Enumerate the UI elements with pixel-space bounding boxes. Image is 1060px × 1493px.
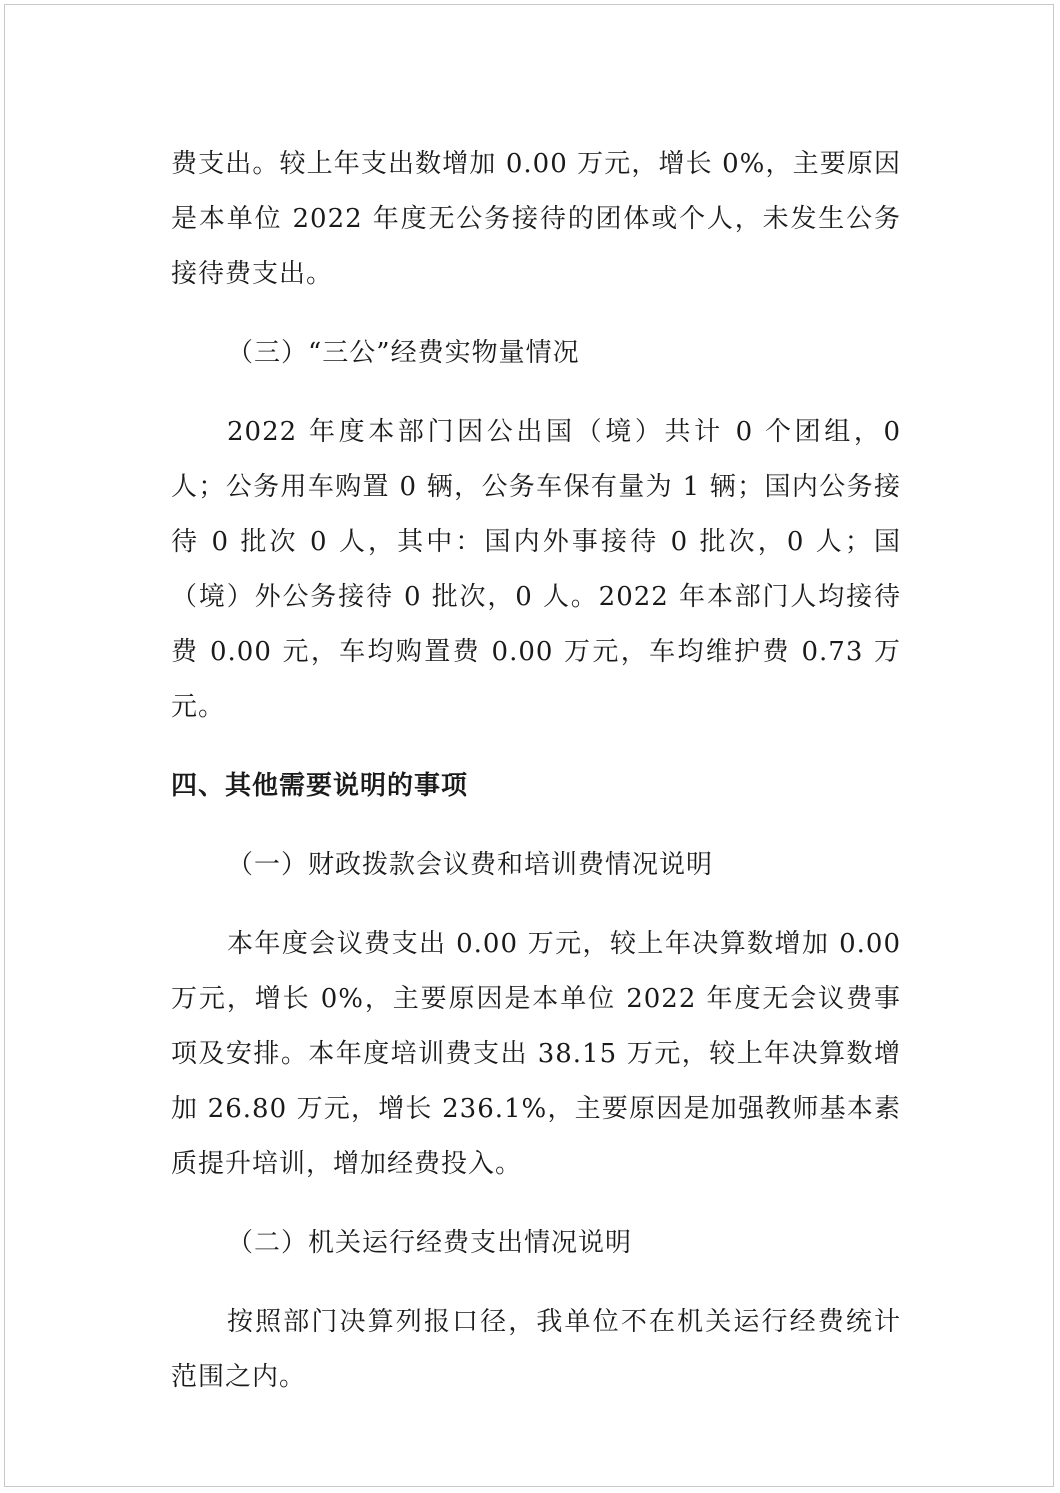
paragraph-operating-expense: 按照部门决算列报口径，我单位不在机关运行经费统计范围之内。: [171, 1307, 901, 1392]
page-frame: [4, 4, 1054, 1487]
section-heading-other-matters: 四、其他需要说明的事项: [171, 771, 469, 801]
subheading-three-public-physical: （三）“三公”经费实物量情况: [227, 338, 580, 368]
subheading-operating-expense: （二）机关运行经费支出情况说明: [227, 1228, 633, 1258]
paragraph-meeting-training: 本年度会议费支出 0.00 万元，较上年决算数增加 0.00 万元，增长 0%，主要原因是本单位 2022 年度无会议费事项及安排。本年度培训费支出 38.15 万元，较上年决算数增加 26.80 万元，增长 236.1%，主要原因是加强教师基本素质提升培训，增加经费投入。: [171, 929, 901, 1179]
document-body: [171, 137, 901, 1405]
paragraph-reception-expense: 费支出。较上年支出数增加 0.00 万元，增长 0%，主要原因是本单位 2022 年度无公务接待的团体或个人，未发生公务接待费支出。: [171, 149, 901, 289]
paragraph-physical-quantity: 2022 年度本部门因公出国（境）共计 0 个团组，0 人；公务用车购置 0 辆，公务车保有量为 1 辆；国内公务接待 0 批次 0 人，其中：国内外事接待 0 批次，0 人；国（境）外公务接待 0 批次，0 人。2022 年本部门人均接待费 0.00 元，车均购置费 0.00 万元，车均维护费 0.73 万元。: [171, 417, 901, 722]
subheading-meeting-training: （一）财政拨款会议费和培训费情况说明: [227, 850, 714, 880]
